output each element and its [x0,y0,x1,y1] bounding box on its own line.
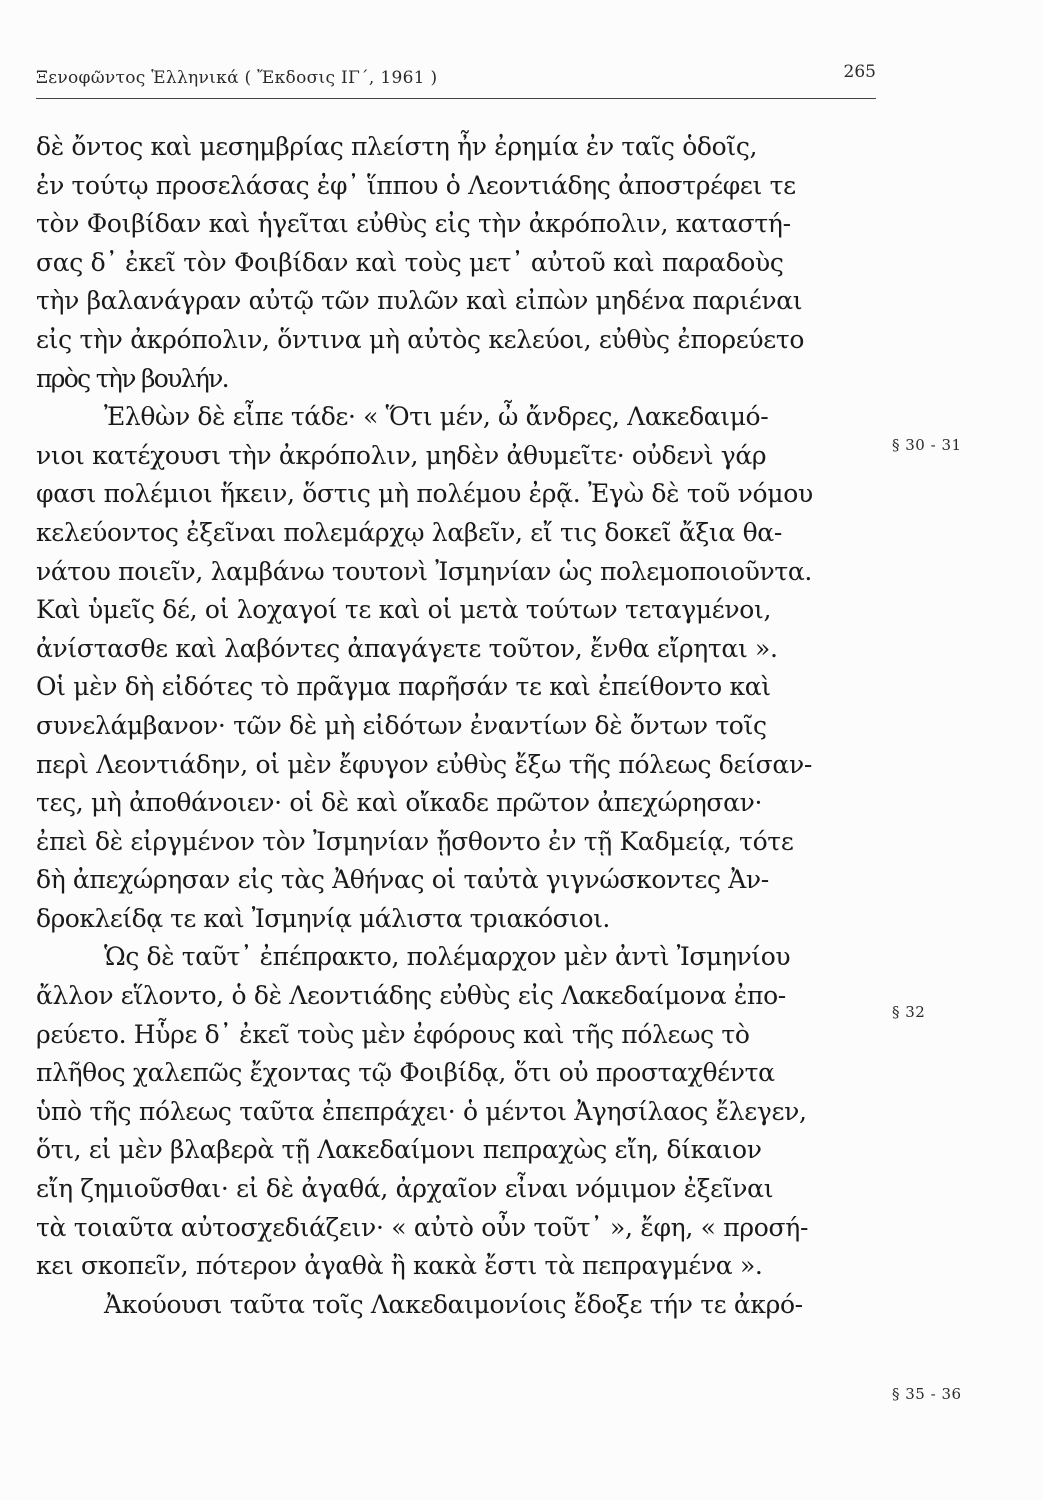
text-line: Οἱ μὲν δὴ εἰδότες τὸ πρᾶγμα παρῆσάν τε καὶ ἐπείθοντο καὶ [36,672,771,702]
text-line: πρὸς τὴν βουλήν. [36,363,228,393]
text-line: τὴν βαλανάγραν αὐτῷ τῶν πυλῶν καὶ εἰπὼν μηδένα παριέναι [36,286,803,316]
text-line: δροκλείδᾳ τε καὶ Ἰσμηνίᾳ μάλιστα τριακόσιοι. [36,903,610,933]
body-text [36,128,916,1324]
text-line: ἀνίστασθε καὶ λαβόντες ἀπαγάγετε τοῦτον, ἔνθα εἴρηται ». [36,633,778,663]
text-line: φασι πολέμιοι ἥκειν, ὅστις μὴ πολέμου ἐρᾷ. Ἐγὼ δὲ τοῦ νόμου [36,479,813,509]
text-line: κελεύοντος ἐξεῖναι πολεμάρχῳ λαβεῖν, εἴ τις δοκεῖ ἄξια θα- [36,517,783,547]
text-line: νιοι κατέχουσι τὴν ἀκρόπολιν, μηδὲν ἀθυμεῖτε· οὐδενὶ γάρ [36,440,767,470]
text-line: πλῆθος χαλεπῶς ἔχοντας τῷ Φοιβίδᾳ, ὅτι οὐ προσταχθέντα [36,1058,775,1088]
text-line: Καὶ ὑμεῖς δέ, οἱ λοχαγοί τε καὶ οἱ μετὰ τούτων τεταγμένοι, [36,595,772,625]
text-line: δὴ ἀπεχώρησαν εἰς τὰς Ἀθήνας οἱ ταὐτὰ γιγνώσκοντες Ἀν- [36,865,769,895]
text-line: νάτου ποιεῖν, λαμβάνω τουτονὶ Ἰσμηνίαν ὡς πολεμοποιοῦντα. [36,556,813,586]
page-header [36,62,876,96]
text-line: ἐν τούτῳ προσελάσας ἐφ᾽ ἵππου ὁ Λεοντιάδης ἀποστρέφει τε [36,170,796,200]
text-line: τὰ τοιαῦτα αὐτοσχεδιάζειν· « αὐτὸ οὖν τοῦτ᾽ », ἔφη, « προσή- [36,1212,809,1242]
text-line: Ἀκούουσι ταῦτα τοῖς Λακεδαιμονίοις ἔδοξε τήν τε ἀκρό- [104,1289,803,1319]
text-line: ρεύετο. Ηὗρε δ᾽ ἐκεῖ τοὺς μὲν ἐφόρους καὶ τῆς πόλεως τὸ [36,1019,750,1049]
text-line: τες, μὴ ἀποθάνοιεν· οἱ δὲ καὶ οἴκαδε πρῶτον ἀπεχώρησαν· [36,788,763,818]
text-line: ὑπὸ τῆς πόλεως ταῦτα ἐπεπράχει· ὁ μέντοι Ἀγησίλαος ἔλεγεν, [36,1096,807,1126]
text-line: περὶ Λεοντιάδην, οἱ μὲν ἔφυγον εὐθὺς ἔξω τῆς πόλεως δείσαν- [36,749,813,779]
margin-section-note: § 30 - 31 [892,436,962,454]
text-line: δὲ ὄντος καὶ μεσημβρίας πλείστη ἦν ἐρημία ἐν ταῖς ὁδοῖς, [36,132,758,161]
text-line: εἴη ζημιοῦσθαι· εἰ δὲ ἀγαθά, ἀρχαῖον εἶναι νόμιμον ἐξεῖναι [36,1174,774,1204]
text-line: ἄλλον εἵλοντο, ὁ δὲ Λεοντιάδης εὐθὺς εἰς Λακεδαίμονα ἐπο- [36,981,786,1011]
text-line: κει σκοπεῖν, πότερον ἀγαθὰ ἢ κακὰ ἔστι τὰ πεπραγμένα ». [36,1251,763,1281]
text-line: Ἐλθὼν δὲ εἶπε τάδε· « Ὅτι μέν, ὦ ἄνδρες, Λακεδαιμό- [104,402,769,432]
margin-section-note: § 35 - 36 [892,1385,962,1403]
text-line: Ὡς δὲ ταῦτ᾽ ἐπέπρακτο, πολέμαρχον μὲν ἀντὶ Ἰσμηνίου [104,942,791,972]
text-line: συνελάμβανον· τῶν δὲ μὴ εἰδότων ἐναντίων δὲ ὄντων τοῖς [36,710,767,740]
running-head: Ξενοφῶντος Ἑλληνικά ( Ἔκδοσις ΙΓ΄, 1961 ) [36,68,438,88]
text-line: ὅτι, εἰ μὲν βλαβερὰ τῇ Λακεδαίμονι πεπραχὼς εἴη, δίκαιον [36,1135,762,1165]
margin-section-note: § 32 [892,1003,926,1021]
header-rule [36,98,876,99]
page-number: 265 [843,62,876,82]
text-line: ἐπεὶ δὲ εἰργμένον τὸν Ἰσμηνίαν ᾔσθοντο ἐν τῇ Καδμείᾳ, τότε [36,826,794,856]
text-line: τὸν Φοιβίδαν καὶ ἡγεῖται εὐθὺς εἰς τὴν ἀκρόπολιν, καταστή- [36,209,791,239]
text-line: σας δ᾽ ἐκεῖ τὸν Φοιβίδαν καὶ τοὺς μετ᾽ αὐτοῦ καὶ παραδοὺς [36,247,784,277]
text-line: εἰς τὴν ἀκρόπολιν, ὅντινα μὴ αὐτὸς κελεύοι, εὐθὺς ἐπορεύετο [36,324,805,354]
